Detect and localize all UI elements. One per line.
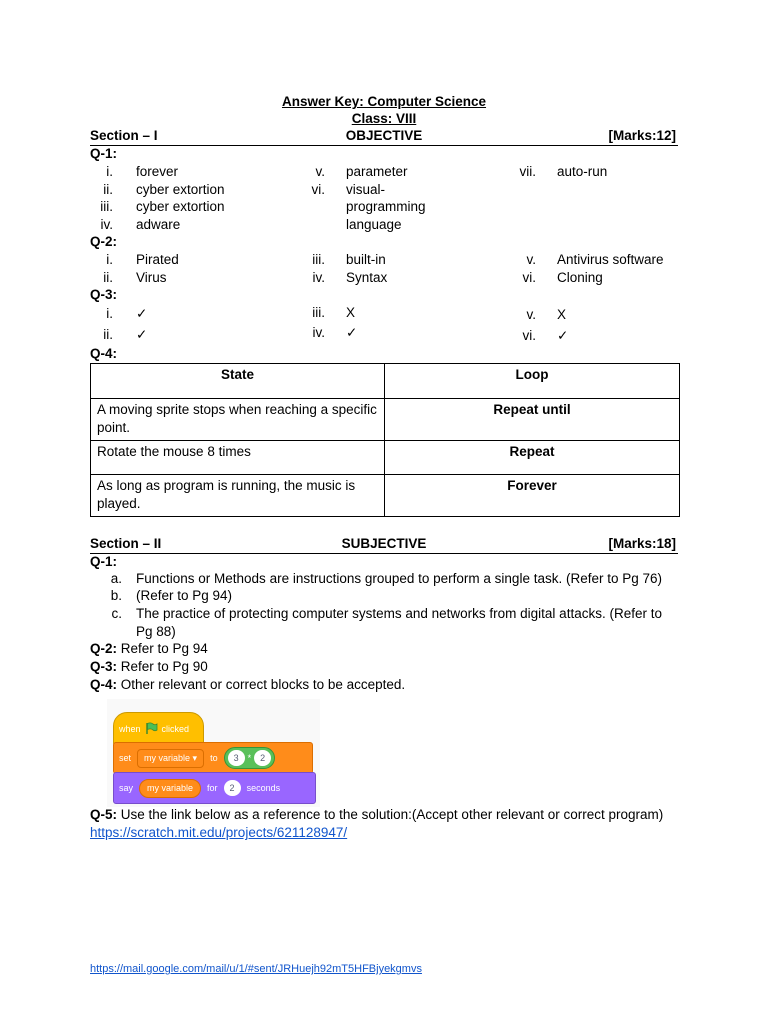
s2-q3-text: Refer to Pg 90	[117, 659, 208, 674]
list-item: cyber extortion	[136, 182, 225, 197]
table-cell-state: A moving sprite stops when reaching a specific point.	[91, 399, 385, 441]
list-num: iv.	[100, 217, 113, 232]
table-header-row	[91, 364, 680, 399]
list-num: v.	[526, 252, 536, 267]
s2-q2-text: Refer to Pg 94	[117, 641, 208, 656]
list-item: Virus	[136, 270, 167, 285]
for-text: for	[207, 783, 218, 793]
s1-q1-label: Q-1:	[90, 146, 117, 161]
s1-q4-label: Q-4:	[90, 346, 117, 361]
list-num: vi.	[311, 182, 325, 197]
hat-when-text: when	[119, 724, 141, 734]
say-text: say	[119, 783, 134, 793]
s2-q2-label: Q-2:	[90, 641, 117, 656]
hat-clicked-text: clicked	[161, 724, 190, 734]
s2-q5-text: Use the link below as a reference to the solution:(Accept other relevant or correct program)	[117, 807, 664, 822]
list-num: i.	[106, 164, 113, 179]
check-mark: ✓	[136, 306, 148, 321]
table-cell-state: As long as program is running, the music is played.	[91, 475, 385, 517]
table-row	[91, 475, 680, 517]
footer-mail-link[interactable]: https://mail.google.com/mail/u/1/#sent/JRHuejh92mT5HFBjyekgmvs	[90, 963, 422, 975]
s1-q2-label: Q-2:	[90, 234, 117, 249]
list-item: auto-run	[557, 164, 608, 179]
to-text: to	[210, 753, 218, 763]
list-num: iii.	[312, 252, 325, 267]
list-item: cyber extortion	[136, 199, 225, 214]
list-num: iv.	[312, 325, 325, 340]
set-text: set	[119, 753, 132, 763]
section1-name: Section – I	[90, 128, 158, 143]
table-row	[91, 441, 680, 475]
op-right-value: 2	[254, 750, 271, 766]
table-cell-loop: Repeat	[385, 441, 680, 475]
list-item: Syntax	[346, 270, 388, 285]
list-num: vi.	[522, 328, 536, 343]
list-item: Functions or Methods are instructions grouped to perform a single task. (Refer to Pg 76)	[136, 571, 663, 586]
multiply-operator-block	[224, 747, 276, 769]
s2-q4-text: Other relevant or correct blocks to be accepted.	[117, 677, 406, 692]
set-variable-block	[113, 742, 313, 774]
list-item: Antivirus software	[557, 252, 664, 267]
section2-rule	[90, 553, 678, 554]
section1-type: OBJECTIVE	[345, 128, 423, 143]
list-num: v.	[526, 307, 536, 322]
section1-rule	[90, 145, 678, 146]
list-num: ii.	[103, 270, 113, 285]
section2-marks: [Marks:18]	[608, 536, 676, 551]
list-item: The practice of protecting computer systems and networks from digital attacks. (Refer to	[136, 606, 662, 621]
list-num: iii.	[312, 305, 325, 320]
s2-q4-label: Q-4:	[90, 677, 117, 692]
cross-mark: X	[346, 305, 356, 320]
list-num: c.	[111, 606, 122, 621]
class-line: Class: VIII	[351, 111, 417, 126]
green-flag-icon	[145, 722, 158, 737]
dropdown-arrow-icon: ▾	[192, 752, 198, 763]
s2-q3-label: Q-3:	[90, 659, 117, 674]
list-item: adware	[136, 217, 181, 232]
op-left-value: 3	[228, 750, 245, 766]
list-item: (Refer to Pg 94)	[136, 588, 233, 603]
table-row	[91, 399, 680, 441]
say-for-secs-block	[113, 772, 316, 804]
s2-q1-label: Q-1:	[90, 554, 117, 569]
s2-q2-line	[90, 641, 208, 656]
check-mark: ✓	[136, 327, 148, 342]
list-item-cont: programming	[346, 199, 426, 214]
section2-type: SUBJECTIVE	[341, 536, 427, 551]
list-num: iv.	[312, 270, 325, 285]
table-cell-loop: Repeat until	[385, 399, 680, 441]
variable-dropdown-label: my variable	[144, 752, 191, 763]
s1-q3-label: Q-3:	[90, 287, 117, 302]
list-num: v.	[315, 164, 325, 179]
list-item: parameter	[346, 164, 408, 179]
secs-value: 2	[224, 780, 241, 796]
cross-mark: X	[557, 307, 567, 322]
op-sign: *	[247, 753, 252, 763]
variable-reporter: my variable	[139, 779, 201, 798]
scratch-project-link[interactable]: https://scratch.mit.edu/projects/621128947/	[90, 825, 348, 840]
list-num: ii.	[103, 182, 113, 197]
list-num: i.	[106, 306, 113, 321]
list-num: a.	[110, 571, 122, 586]
list-num: iii.	[100, 199, 113, 214]
list-item-cont: language	[346, 217, 402, 232]
list-item: built-in	[346, 252, 386, 267]
list-num: ii.	[103, 327, 113, 342]
document-title: Answer Key: Computer Science	[281, 94, 487, 109]
table-header-state: State	[91, 364, 385, 399]
section1-marks: [Marks:12]	[608, 128, 676, 143]
list-num: vii.	[519, 164, 536, 179]
list-item: forever	[136, 164, 179, 179]
list-item-cont: Pg 88)	[136, 624, 176, 639]
when-flag-clicked-block	[113, 712, 204, 746]
s2-q3-line	[90, 659, 208, 674]
check-mark: ✓	[557, 328, 569, 343]
list-item: visual-	[346, 182, 386, 197]
list-num: vi.	[522, 270, 536, 285]
section2-name: Section – II	[90, 536, 162, 551]
list-item: Cloning	[557, 270, 603, 285]
s2-q4-line	[90, 677, 405, 692]
table-cell-loop: Forever	[385, 475, 680, 517]
list-num: i.	[106, 252, 113, 267]
seconds-text: seconds	[246, 783, 281, 793]
list-item: Pirated	[136, 252, 179, 267]
loop-table	[90, 363, 680, 517]
check-mark: ✓	[346, 325, 358, 340]
s2-q5-line	[90, 807, 663, 822]
table-cell-state: Rotate the mouse 8 times	[91, 441, 385, 475]
list-num: b.	[110, 588, 122, 603]
variable-dropdown	[137, 749, 204, 768]
table-header-loop: Loop	[385, 364, 680, 399]
s2-q5-label: Q-5:	[90, 807, 117, 822]
